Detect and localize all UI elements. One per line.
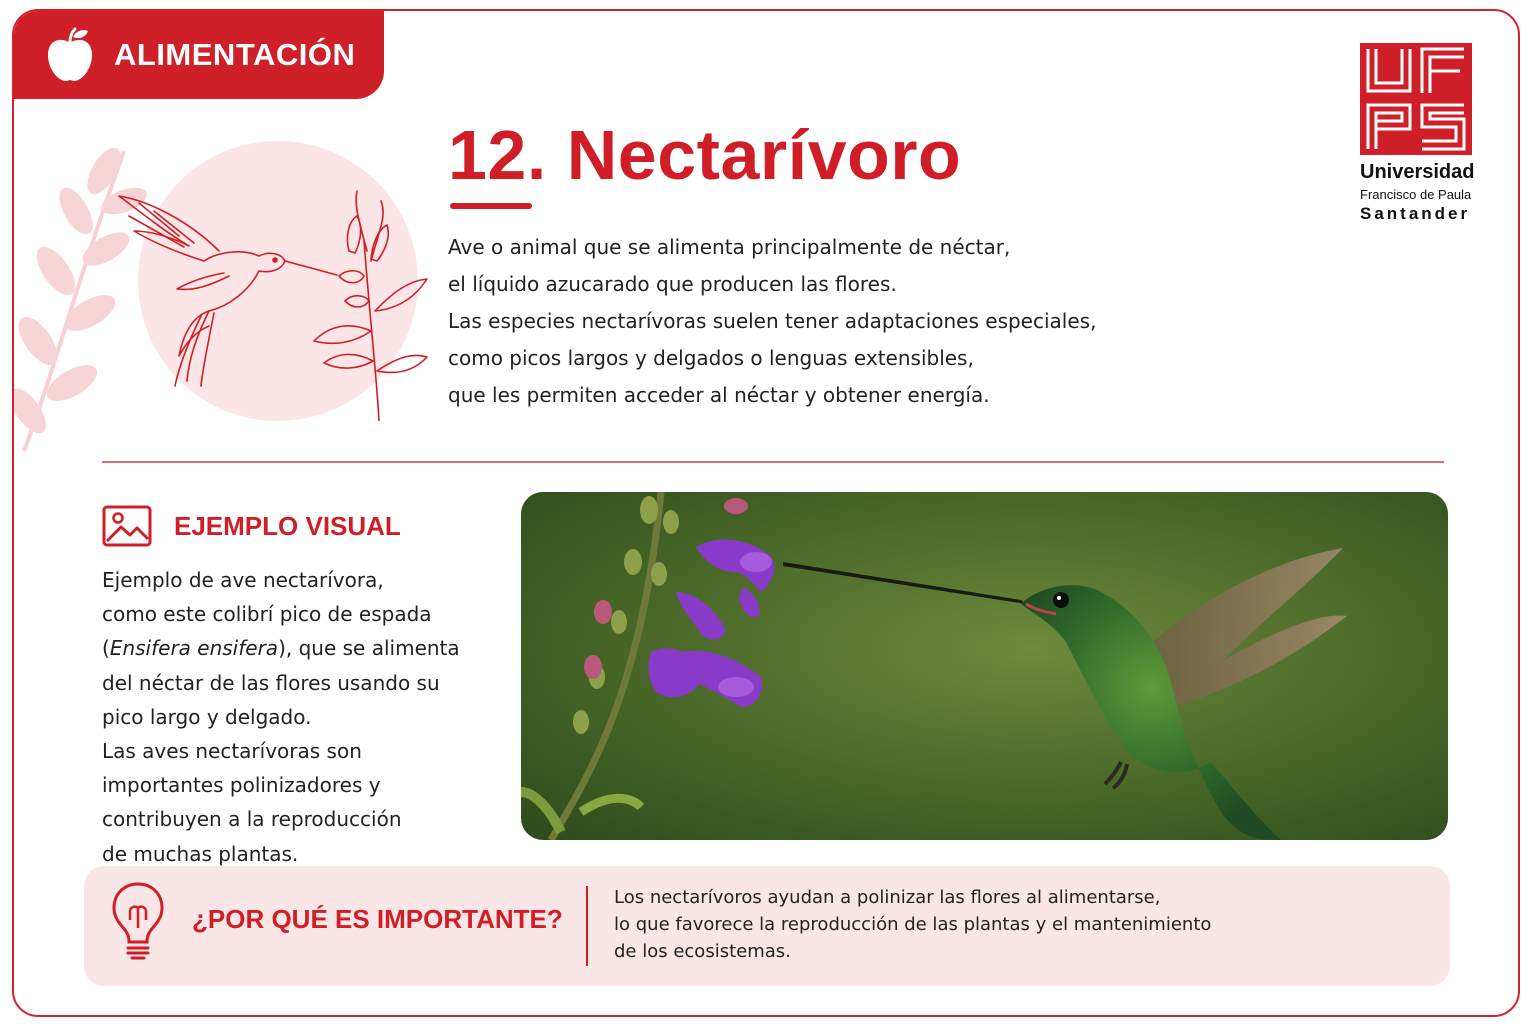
definition-line: Las especies nectarívoras suelen tener adaptaciones especiales,: [448, 309, 1097, 333]
example-line: Ejemplo de ave nectarívora,: [102, 568, 384, 592]
hummingbird-flower-illustration: [109, 181, 429, 421]
importance-separator: [586, 886, 588, 966]
info-card: [12, 9, 1520, 1017]
apple-icon: [44, 27, 96, 83]
definition-line: que les permiten acceder al néctar y obtener energía.: [448, 383, 990, 407]
ufps-logo-mark: [1360, 43, 1472, 155]
example-line: de muchas plantas.: [102, 841, 299, 866]
section-divider: [102, 461, 1444, 463]
example-line: contribuyen a la reproducción: [102, 807, 402, 832]
definition-line: el líquido azucarado que producen las flores.: [448, 272, 897, 296]
category-tab: [14, 11, 384, 99]
importance-line: de los ecosistemas.: [614, 941, 791, 962]
importance-line: lo que favorece la reproducción de las plantas y el mantenimiento: [614, 914, 1212, 935]
importance-text: [614, 884, 1414, 965]
lightbulb-icon: [110, 880, 166, 962]
importance-line: Los nectarívoros ayudan a polinizar las flores al alimentarse,: [614, 887, 1161, 908]
example-line-rest: ), que se alimenta: [278, 636, 460, 661]
page-title: 12. Nectarívoro: [448, 116, 962, 194]
example-line: Las aves nectarívoras son: [102, 739, 362, 764]
definition-line: como picos largos y delgados o lenguas extensibles,: [448, 346, 974, 370]
importance-box: [84, 866, 1450, 986]
definition-line: Ave o animal que se alimenta principalmente de néctar,: [448, 235, 1011, 259]
logo-santander: Santander: [1360, 204, 1471, 223]
logo-francisco: Francisco de Paula: [1360, 187, 1472, 202]
example-line: pico largo y delgado.: [102, 704, 312, 729]
definition-text: [448, 229, 1168, 414]
example-line: del néctar de las flores usando su: [102, 670, 440, 695]
image-icon: [102, 505, 152, 547]
example-line: importantes polinizadores y: [102, 773, 381, 798]
category-label: ALIMENTACIÓN: [114, 37, 356, 72]
paren-open: (: [102, 636, 110, 661]
example-line-species: [102, 631, 502, 665]
hummingbird-photo: [521, 492, 1448, 840]
title-underline: [450, 203, 532, 209]
logo-university: Universidad: [1360, 161, 1475, 183]
example-title: EJEMPLO VISUAL: [174, 511, 401, 541]
importance-title: ¿POR QUÉ ES IMPORTANTE?: [192, 904, 563, 934]
example-line: como este colibrí pico de espada: [102, 602, 432, 627]
example-text: [102, 563, 502, 871]
university-logo: [1360, 43, 1490, 224]
species-name: Ensifera ensifera: [109, 636, 279, 661]
